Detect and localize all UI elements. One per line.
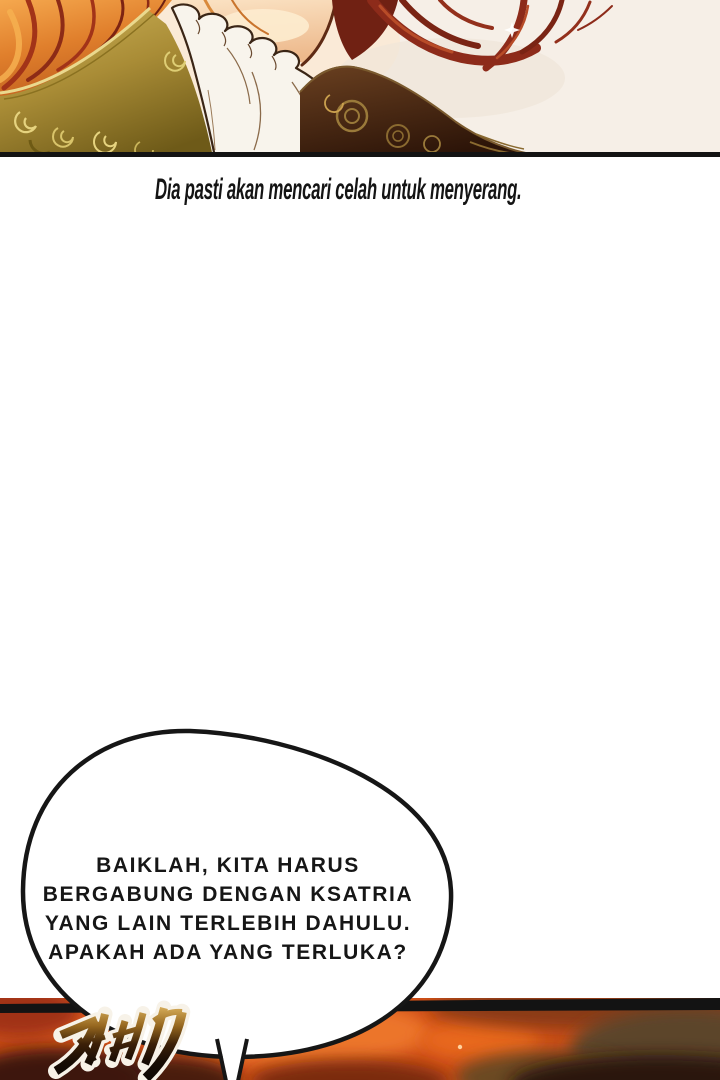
panel-border-top [0,152,720,157]
sfx-text-anchor [56,1008,186,1080]
ember-spark [458,1045,462,1049]
speech-bubble-line: YANG LAIN TERLEBIH DAHULU. [44,912,412,935]
sfx-text [56,1008,57,1009]
speech-bubble-line: BAIKLAH, KITA HARUS [96,854,360,877]
speech-bubble-line: APAKAH ADA YANG TERLUKA? [48,941,408,964]
narration-text: Dia pasti akan mencari celah untuk menyerang. [155,173,522,206]
speech-bubble-line: BERGABUNG DENGAN KSATRIA [42,883,414,906]
top-panel-artwork [0,0,720,159]
